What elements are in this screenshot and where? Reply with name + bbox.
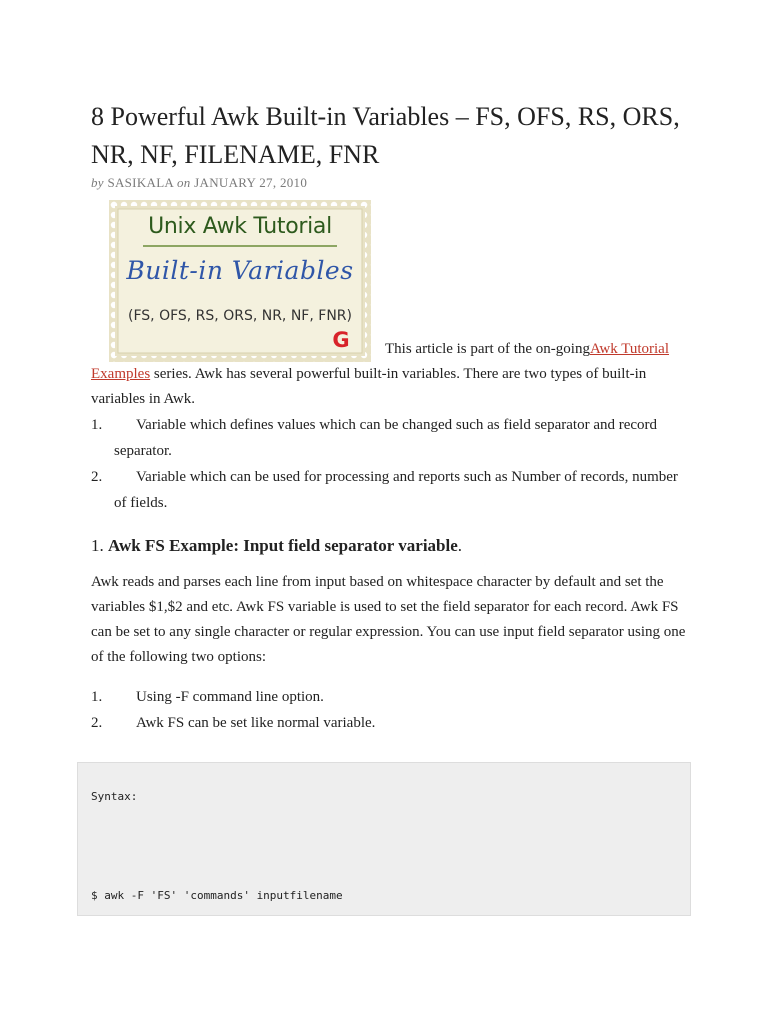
stamp-subtitle: Built-in Variables xyxy=(126,256,354,285)
author-link[interactable]: SASIKALA xyxy=(107,175,174,190)
stamp-logo-icon: G xyxy=(332,328,350,352)
intro-text-before: This article is part of the on-going xyxy=(385,341,590,357)
section-title-main: Awk FS Example xyxy=(108,536,234,555)
stamp-vars: (FS, OFS, RS, ORS, NR, NF, FNR) xyxy=(128,308,352,324)
list-item xyxy=(91,710,691,736)
code-command: $ awk -F 'FS' 'commands' inputfilename xyxy=(91,889,343,902)
variable-types-list xyxy=(91,412,691,516)
article-title: 8 Powerful Awk Built-in Variables – FS, OFS, RS, ORS, NR, NF, FILENAME, FNR xyxy=(91,102,680,169)
section-title-dot: . xyxy=(457,536,463,555)
list-item-number: 2. xyxy=(91,469,103,485)
fs-description-paragraph: Awk reads and parses each line from input based on whitespace character by default and set the variables $1,$2 and etc. Awk FS variable is used to set the field separator for each record. Awk FS can be set to any single character or regular expression. You can use input field separator using one of the following two options: xyxy=(91,574,686,665)
code-block xyxy=(77,762,691,916)
list-item-number: 2. xyxy=(91,715,103,731)
tutorial-stamp-image xyxy=(109,200,371,362)
article xyxy=(91,98,691,736)
section-title-colon: : xyxy=(233,536,244,555)
list-item-text: Awk FS can be set like normal variable. xyxy=(136,715,376,731)
code-syntax-label: Syntax: xyxy=(91,790,138,803)
intro-text-after: series. Awk has several powerful built-in variables. There are two types of built-in variables in Awk. xyxy=(91,366,647,407)
awk-tutorial-link[interactable]: Awk Tutorial Examples xyxy=(91,341,670,382)
list-item-text: Variable which can be used for processing and reports such as Number of records, number of fields. xyxy=(114,469,678,511)
byline xyxy=(91,174,691,192)
stamp-title: Unix Awk Tutorial xyxy=(148,214,332,239)
list-item-text: Variable which defines values which can be changed such as field separator and record separator. xyxy=(114,417,658,459)
list-item-text: Using -F command line option. xyxy=(136,689,324,705)
section-title-rest: Input field separator variable xyxy=(243,536,458,555)
section-heading-fs xyxy=(91,532,691,560)
byline-by: by xyxy=(91,175,104,190)
byline-on: on xyxy=(176,175,191,190)
section-number: 1. xyxy=(91,536,108,555)
list-item xyxy=(91,464,691,516)
publish-date: JANUARY 27, 2010 xyxy=(194,175,308,190)
list-item-number: 1. xyxy=(91,689,103,705)
list-item-number: 1. xyxy=(91,417,103,433)
intro-paragraph xyxy=(91,200,691,412)
fs-options-list xyxy=(91,684,691,736)
list-item xyxy=(91,684,691,710)
list-item xyxy=(91,412,691,464)
